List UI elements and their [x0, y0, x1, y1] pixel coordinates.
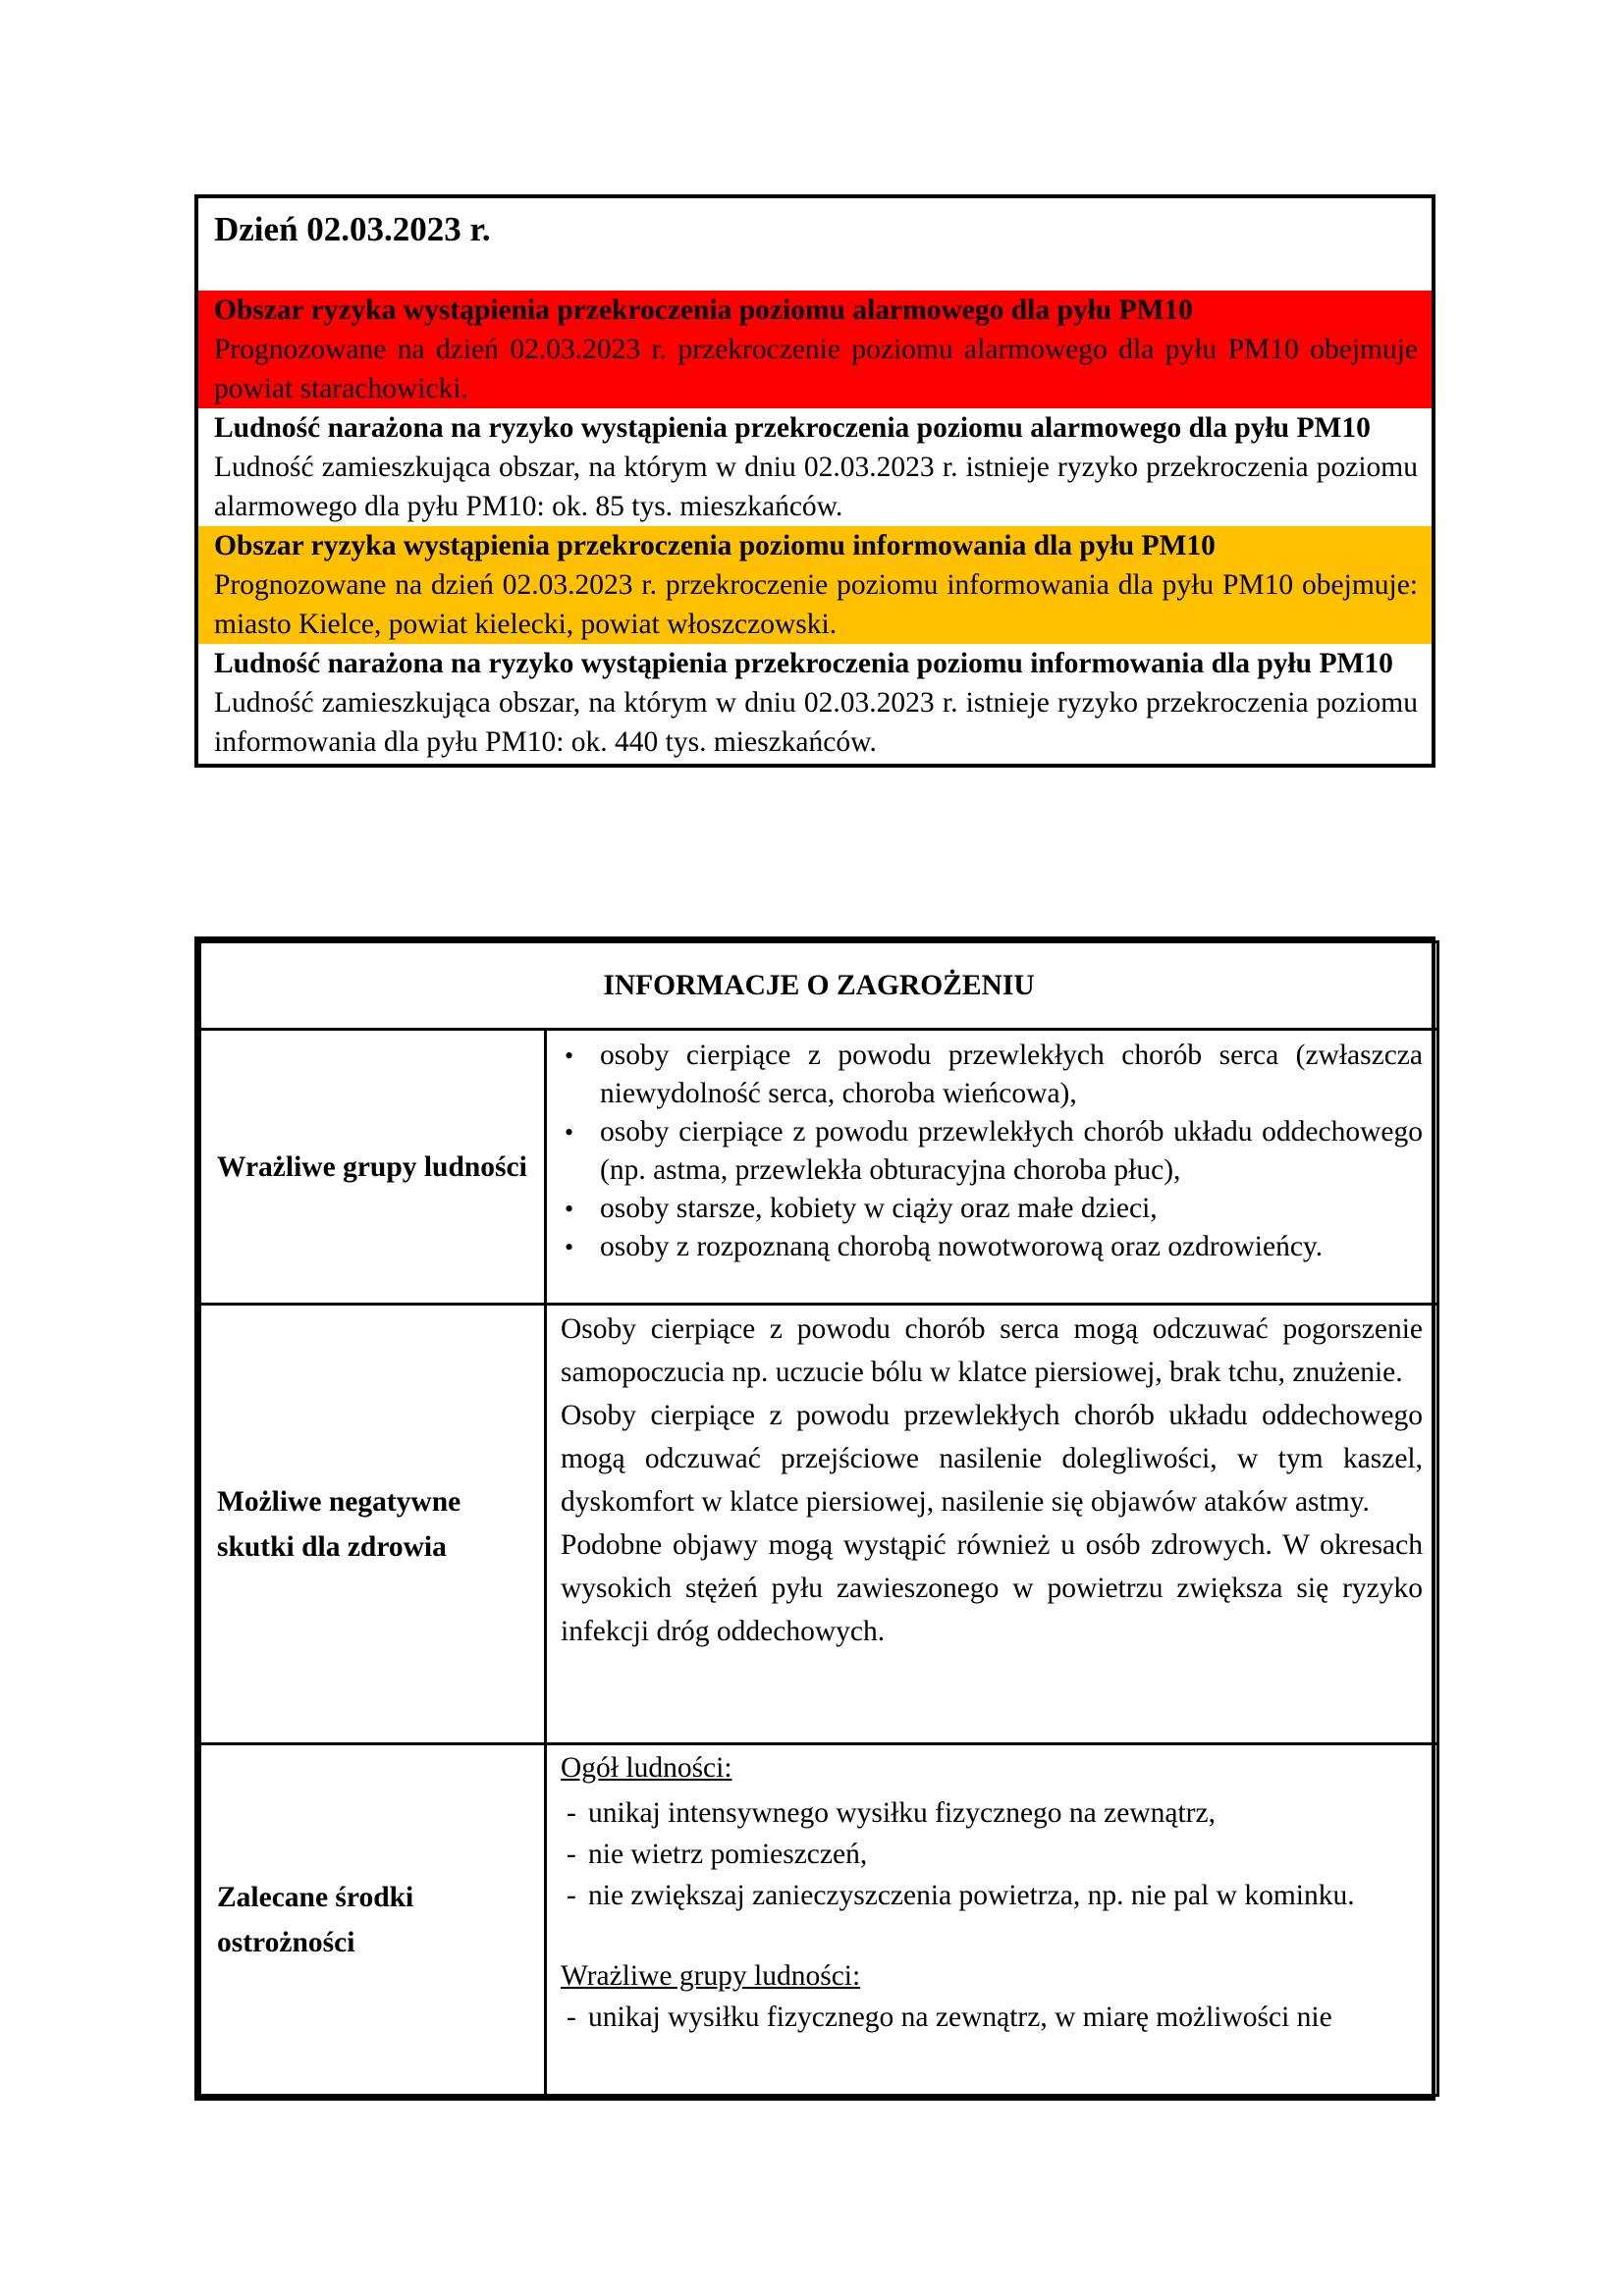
list-item: • osoby z rozpoznaną chorobą nowotworową oraz ozdrowieńcy. — [600, 1228, 1423, 1266]
general-population-list — [561, 1792, 1423, 1916]
info-area-heading: Obszar ryzyka wystąpienia przekroczenia poziomu informowania dla pyłu PM10 — [214, 530, 1216, 561]
list-item: • osoby cierpiące z powodu przewlekłych chorób układu oddechowego (np. astma, przewlekła obturacyjna choroba płuc), — [600, 1113, 1423, 1190]
alarm-area-text: Prognozowane na dzień 02.03.2023 r. przekroczenie poziomu alarmowego dla pyłu PM10 obejmuje powiat starachowicki. — [214, 334, 1418, 404]
info-population-heading: Ludność narażona na ryzyko wystąpienia przekroczenia poziomu informowania dla pyłu PM10 — [214, 648, 1393, 679]
threat-info-table — [198, 940, 1439, 2097]
date-title: Dzień 02.03.2023 r. — [214, 210, 491, 248]
row-label-health-effects: Możliwe negatywne skutki dla zdrowia — [200, 1305, 546, 1744]
sensitive-groups-list — [561, 1037, 1423, 1266]
list-item: - unikaj intensywnego wysiłku fizycznego na zewnątrz, — [588, 1792, 1423, 1834]
alarm-area-section — [198, 291, 1432, 408]
forecast-box — [194, 194, 1435, 768]
list-item: - nie zwiększaj zanieczyszczenia powietrza, np. nie pal w kominku. — [588, 1875, 1423, 1916]
row-label-precautions: Zalecane środki ostrożności — [200, 1744, 546, 2096]
sensitive-population-list — [561, 1997, 1423, 2038]
info-population-text: Ludność zamieszkująca obszar, na którym w dniu 02.03.2023 r. istnieje ryzyko przekroczenia poziomu informowania dla pyłu PM10: ok. 440 tys. mieszkańców. — [214, 687, 1418, 758]
health-effects-paragraph: Podobne objawy mogą wystąpić również u osób zdrowych. W okresach wysokich stężeń pyłu zawieszonego w powietrzu zwiększa się ryzyko infekcji dróg oddechowych. — [561, 1529, 1423, 1647]
threat-info-box — [194, 936, 1435, 2101]
list-item: - unikaj wysiłku fizycznego na zewnątrz, w miarę możliwości nie — [588, 1997, 1423, 2038]
info-area-text: Prognozowane na dzień 02.03.2023 r. przekroczenie poziomu informowania dla pyłu PM10 obejmuje: miasto Kielce, powiat kielecki, powiat włoszczowski. — [214, 569, 1418, 640]
health-effects-content — [546, 1305, 1438, 1744]
alarm-area-heading: Obszar ryzyka wystąpienia przekroczenia poziomu alarmowego dla pyłu PM10 — [214, 294, 1193, 326]
alarm-population-text: Ludność zamieszkująca obszar, na którym w dniu 02.03.2023 r. istnieje ryzyko przekroczenia poziomu alarmowego dla pyłu PM10: ok. 85 tys. mieszkańców. — [214, 452, 1418, 522]
info-population-section — [198, 644, 1432, 764]
health-effects-paragraph: Osoby cierpiące z powodu przewlekłych chorób układu oddechowego mogą odczuwać przejściowe nasilenie dolegliwości, w tym kaszel, dyskomfort w klatce piersiowej, nasilenie się objawów ataków astmy. — [561, 1400, 1423, 1518]
precautions-content — [546, 1744, 1438, 2096]
general-population-title: Ogół ludności: — [561, 1752, 732, 1784]
alarm-population-heading: Ludność narażona na ryzyko wystąpienia przekroczenia poziomu alarmowego dla pyłu PM10 — [214, 412, 1371, 444]
list-item: • osoby starsze, kobiety w ciąży oraz małe dzieci, — [600, 1190, 1423, 1228]
list-item: • osoby cierpiące z powodu przewlekłych chorób serca (zwłaszcza niewydolność serca, choroba wieńcowa), — [600, 1037, 1423, 1113]
info-area-section — [198, 526, 1432, 644]
sensitive-groups-content — [546, 1030, 1438, 1305]
health-effects-paragraph: Osoby cierpiące z powodu chorób serca mogą odczuwać pogorszenie samopoczucia np. uczucie bólu w klatce piersiowej, brak tchu, znużenie. — [561, 1313, 1423, 1388]
sensitive-population-title: Wrażliwe grupy ludności: — [561, 1960, 861, 1992]
list-item: - nie wietrz pomieszczeń, — [588, 1834, 1423, 1875]
row-label-sensitive-groups: Wrażliwe grupy ludności — [200, 1030, 546, 1305]
threat-info-header: INFORMACJE O ZAGROŻENIU — [200, 942, 1438, 1030]
alarm-population-section — [198, 408, 1432, 526]
